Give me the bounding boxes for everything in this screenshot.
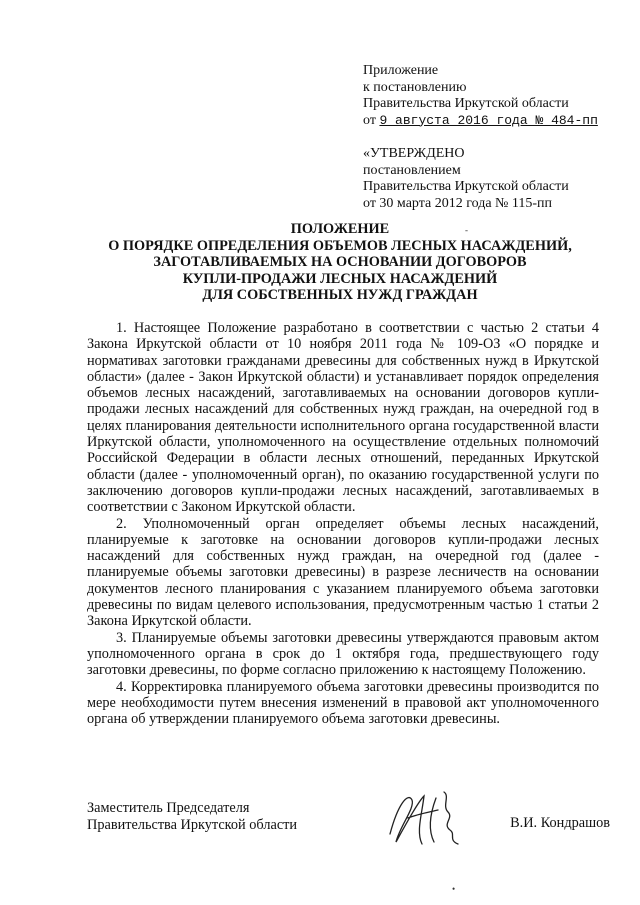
title-line-2: О ПОРЯДКЕ ОПРЕДЕЛЕНИЯ ОБЪЕМОВ ЛЕСНЫХ НАСАЖДЕНИЙ, (108, 237, 572, 254)
approval-block (363, 146, 569, 212)
appendix-line-2: к постановлению (363, 79, 467, 95)
signatory-name: В.И. Кондрашов (510, 815, 610, 831)
title-line-3: ЗАГОТАВЛИВАЕМЫХ НА ОСНОВАНИИ ДОГОВОРОВ (153, 254, 527, 270)
signatory-position-line-1: Заместитель Председателя (87, 800, 250, 816)
title-line-1: ПОЛОЖЕНИЕ (290, 221, 390, 237)
approval-line-4: от 30 марта 2012 года № 115-пп (363, 195, 553, 211)
appendix-line-1: Приложение (363, 63, 439, 78)
appendix-date-value: 9 августа 2016 года № 484-пп (379, 112, 598, 128)
handwritten-signature (378, 784, 478, 854)
paragraph-2: 2. Уполномоченный орган определяет объемы лесных насаждений, планируемые к заготовке на основании договоров купли-продажи лесных насаждений для собственных нужд граждан, на очередной год (далее - планируемые объемы заготовки древесины) в разрезе лесничеств на основании документов лесного планирования с указанием планируемого объема заготовки древесины по видам целевого использования, предусмотренным частью 1 статьи 2 Закона Иркутской области. (87, 515, 599, 630)
appendix-date-line (363, 113, 598, 130)
document-body (87, 320, 599, 727)
signatory-position-line-2: Правительства Иркутской области (87, 817, 298, 833)
paragraph-3: 3. Планируемые объемы заготовки древесины утверждаются правовым актом уполномоченного органа в срок до 1 октября года, предшествующего году заготовки древесины, по форме согласно приложению к настоящему Положению. (87, 629, 599, 679)
appendix-date-prefix: от (363, 112, 376, 128)
scan-mark: • (452, 884, 456, 894)
title-line-5: ДЛЯ СОБСТВЕННЫХ НУЖД ГРАЖДАН (202, 287, 478, 303)
paragraph-1: 1. Настоящее Положение разработано в соответствии с частью 2 статьи 4 Закона Иркутской области от 10 ноября 2011 года № 109-ОЗ «О порядке и нормативах заготовки гражданами древесины для собственных нужд в Иркутской области» (далее - Закон Иркутской области) и устанавливает порядок определения объемов лесных насаждений, заготавливаемых на основании договоров купли-продажи лесных насаждений для собственных нужд граждан, на очередной год в целях планирования деятельности исполнительного органа государственной власти Иркутской области, уполномоченного на осуществление отдельных полномочий Российской Федерации в области лесных отношений, переданных Иркутской области (далее - уполномоченный орган), по оказанию государственной услуги по заключению договоров купли-продажи лесных насаждений, заготавливаемых в соответствии с Законом Иркутской области. (87, 320, 599, 516)
signatory-position (87, 800, 297, 834)
document-title (80, 221, 600, 304)
appendix-block (363, 63, 598, 129)
scan-mark: - (465, 225, 468, 235)
appendix-line-3: Правительства Иркутской области (363, 96, 569, 111)
approval-line-3: Правительства Иркутской области (363, 179, 569, 194)
title-line-4: КУПЛИ-ПРОДАЖИ ЛЕСНЫХ НАСАЖДЕНИЙ (182, 270, 498, 287)
paragraph-4: 4. Корректировка планируемого объема заготовки древесины производится по мере необходимости путем внесения изменений в правовой акт уполномоченного органа об утверждении планируемого объема заготовки древесины. (87, 678, 599, 728)
approval-line-2: постановлением (363, 162, 461, 178)
approval-line-1: «УТВЕРЖДЕНО (363, 146, 465, 161)
